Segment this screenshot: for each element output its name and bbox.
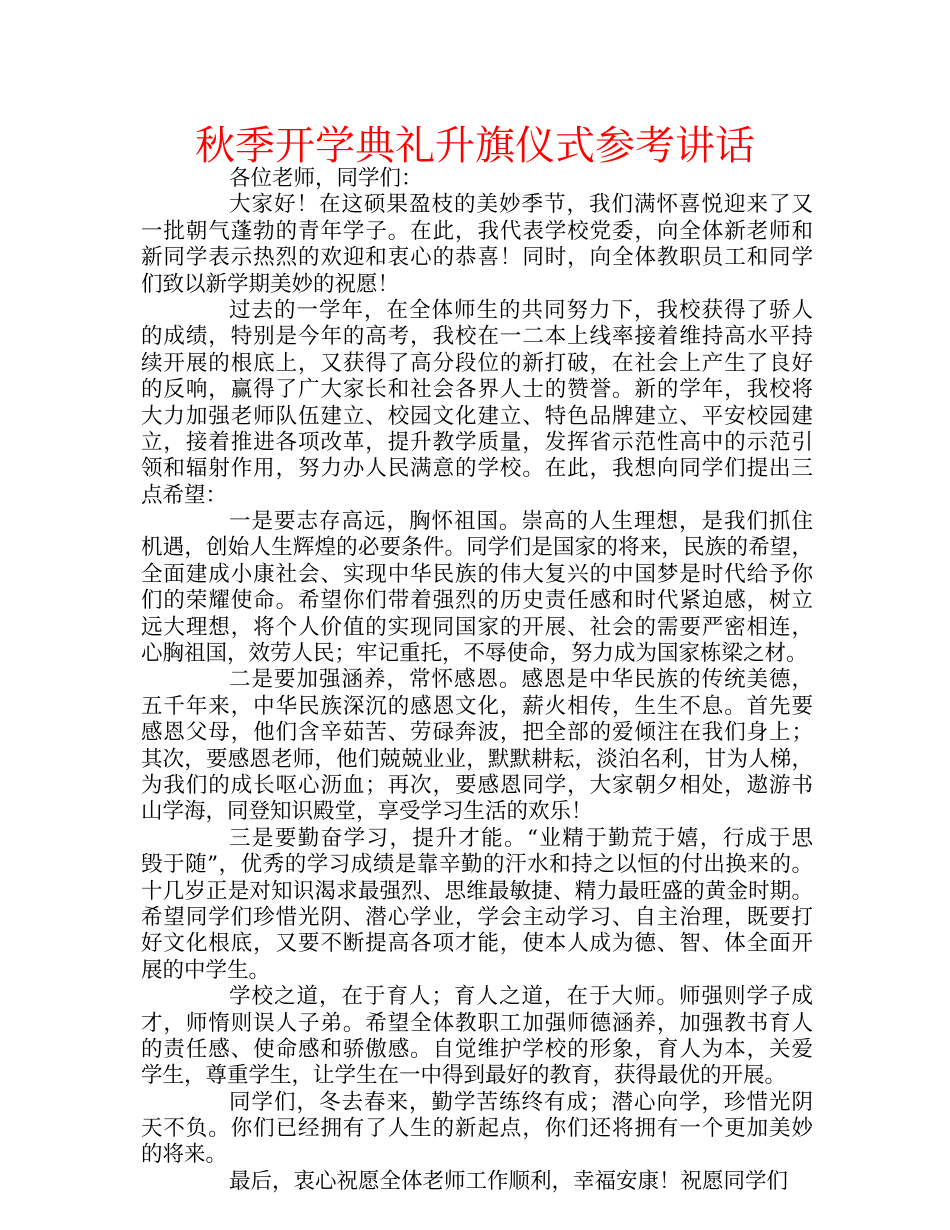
- text-line: 学校之道，在于育人；育人之道，在于大师。师强则学子成: [229, 984, 813, 1010]
- text-line: 好文化根底，又要不断提高各项才能，使本人成为德、智、体全面开: [141, 931, 813, 957]
- text-line: 感恩父母，他们含辛茹苦、劳碌奔波，把全部的爱倾注在我们身上；: [141, 720, 813, 746]
- text-line: 点希望：: [141, 482, 228, 508]
- text-line: 学生，尊重学生，让学生在一中得到最好的教育，获得最优的开展。: [141, 1063, 787, 1089]
- text-line: 的成绩，特别是今年的高考，我校在一二本上线率接着维持高水平持: [141, 324, 813, 350]
- text-line: 一批朝气蓬勃的青年学子。在此，我代表学校党委，向全体新老师和: [141, 218, 813, 244]
- text-line: 机遇，创始人生辉煌的必要条件。同学们是国家的将来，民族的希望，: [141, 535, 813, 561]
- text-line: 大力加强老师队伍建立、校园文化建立、特色品牌建立、平安校园建: [141, 403, 813, 429]
- text-line: 山学海，同登知识殿堂，享受学习生活的欢乐！: [141, 799, 593, 825]
- text-line: 续开展的根底上，又获得了高分段位的新打破，在社会上产生了良好: [141, 350, 813, 376]
- text-line: 们致以新学期美妙的祝愿！: [141, 271, 400, 297]
- text-line: 新同学表示热烈的欢迎和衷心的恭喜！同时，向全体教职员工和同学: [141, 245, 813, 271]
- text-line: 其次，要感恩老师，他们兢兢业业，默默耕耘，淡泊名利，甘为人梯，: [141, 746, 813, 772]
- text-line: 们的荣耀使命。希望你们带着强烈的历史责任感和时代紧迫感，树立: [141, 588, 813, 614]
- text-line: 远大理想，将个人价值的实现同国家的开展、社会的需要严密相连，: [141, 614, 813, 640]
- text-line: 同学们，冬去春来，勤学苦练终有成；潜心向学，珍惜光阴: [229, 1089, 813, 1115]
- text-line: 展的中学生。: [141, 957, 271, 983]
- speech-body: [141, 166, 813, 1195]
- text-line: 毁于随”，优秀的学习成绩是靠辛勤的汗水和持之以恒的付出换来的。: [141, 852, 813, 878]
- text-line: 最后，衷心祝愿全体老师工作顺利，幸福安康！祝愿同学们: [229, 1168, 789, 1194]
- text-line: 一是要志存高远，胸怀祖国。崇高的人生理想，是我们抓住: [229, 509, 813, 535]
- text-line: 为我们的成长呕心沥血；再次，要感恩同学，大家朝夕相处，遨游书: [141, 772, 813, 798]
- text-line: 各位老师，同学们：: [229, 166, 423, 191]
- text-line: 十几岁正是对知识渴求最强烈、思维最敏捷、精力最旺盛的黄金时期。: [141, 878, 813, 904]
- text-line: 全面建成小康社会、实现中华民族的伟大复兴的中国梦是时代给予你: [141, 561, 813, 587]
- text-line: 的责任感、使命感和骄傲感。自觉维护学校的形象，育人为本，关爱: [141, 1036, 813, 1062]
- text-line: 二是要加强涵养，常怀感恩。感恩是中华民族的传统美德，: [229, 667, 813, 693]
- text-line: 才，师惰则误人子弟。希望全体教职工加强师德涵养，加强教书育人: [141, 1010, 813, 1036]
- text-line: 三是要勤奋学习，提升才能。“业精于勤荒于嬉，行成于思: [229, 825, 813, 851]
- page-title: 秋季开学典礼升旗仪式参考讲话: [195, 123, 755, 169]
- text-line: 希望同学们珍惜光阴、潜心学业，学会主动学习、自主治理，既要打: [141, 904, 813, 930]
- text-line: 大家好！在这硕果盈枝的美妙季节，我们满怀喜悦迎来了又: [229, 192, 813, 218]
- text-line: 五千年来，中华民族深沉的感恩文化，薪火相传，生生不息。首先要: [141, 693, 813, 719]
- text-line: 心胸祖国，效劳人民；牢记重托，不辱使命，努力成为国家栋梁之材。: [141, 641, 808, 667]
- text-line: 立，接着推进各项改革，提升教学质量，发挥省示范性高中的示范引: [141, 429, 813, 455]
- text-line: 领和辐射作用，努力办人民满意的学校。在此，我想向同学们提出三: [141, 456, 813, 482]
- text-line: 的反响，赢得了广大家长和社会各界人士的赞誉。新的学年，我校将: [141, 377, 813, 403]
- text-line: 过去的一学年，在全体师生的共同努力下，我校获得了骄人: [229, 297, 813, 323]
- text-line: 的将来。: [141, 1142, 228, 1168]
- text-line: 天不负。你们已经拥有了人生的新起点，你们还将拥有一个更加美妙: [141, 1116, 813, 1142]
